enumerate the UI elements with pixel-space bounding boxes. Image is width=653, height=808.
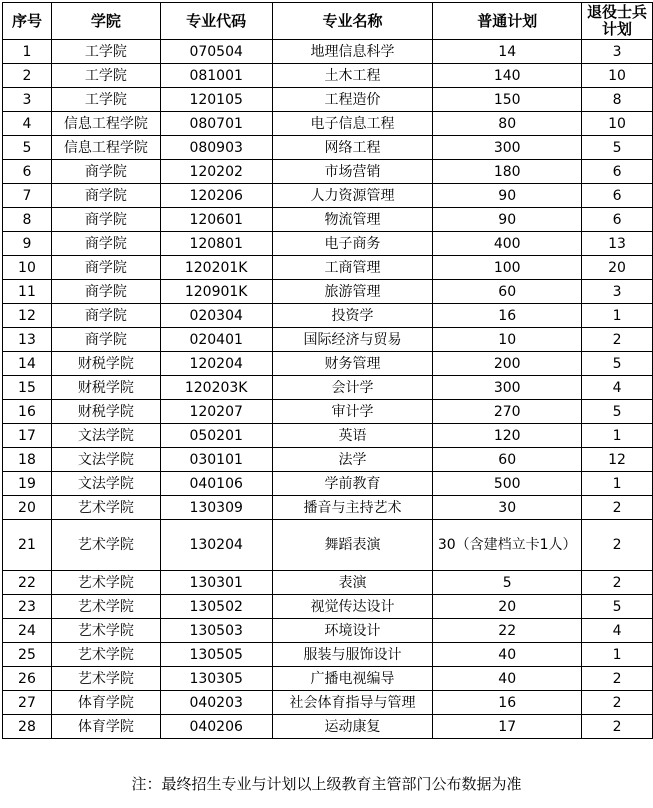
- cell-seq: 17: [3, 424, 52, 448]
- cell-name: 市场营销: [272, 160, 433, 184]
- cell-seq: 27: [3, 691, 52, 715]
- cell-school: 商学院: [51, 328, 160, 352]
- cell-seq: 6: [3, 160, 52, 184]
- cell-veteran: 1: [582, 424, 653, 448]
- cell-veteran: 5: [582, 595, 653, 619]
- header-plan: 普通计划: [433, 3, 582, 40]
- table-row: [3, 715, 653, 739]
- cell-veteran: 5: [582, 352, 653, 376]
- cell-school: 艺术学院: [51, 619, 160, 643]
- cell-school: 商学院: [51, 208, 160, 232]
- cell-seq: 7: [3, 184, 52, 208]
- cell-name: 电子信息工程: [272, 112, 433, 136]
- cell-name: 运动康复: [272, 715, 433, 739]
- header-veteran: 退役士兵计划: [582, 3, 653, 40]
- cell-name: 国际经济与贸易: [272, 328, 433, 352]
- cell-seq: 12: [3, 304, 52, 328]
- cell-school: 体育学院: [51, 691, 160, 715]
- table-row: [3, 40, 653, 64]
- cell-veteran: 6: [582, 208, 653, 232]
- cell-veteran: 5: [582, 400, 653, 424]
- cell-school: 艺术学院: [51, 667, 160, 691]
- cell-seq: 22: [3, 571, 52, 595]
- table-header-row: [3, 3, 653, 40]
- table-row: [3, 184, 653, 208]
- cell-school: 商学院: [51, 304, 160, 328]
- cell-school: 文法学院: [51, 424, 160, 448]
- header-name: 专业名称: [272, 3, 433, 40]
- cell-seq: 26: [3, 667, 52, 691]
- table-row: [3, 352, 653, 376]
- cell-school: 文法学院: [51, 448, 160, 472]
- cell-name: 社会体育指导与管理: [272, 691, 433, 715]
- cell-plan: 120: [433, 424, 582, 448]
- cell-school: 商学院: [51, 280, 160, 304]
- cell-veteran: 2: [582, 715, 653, 739]
- cell-name: 人力资源管理: [272, 184, 433, 208]
- cell-school: 工学院: [51, 64, 160, 88]
- cell-veteran: 2: [582, 667, 653, 691]
- table-row: [3, 160, 653, 184]
- cell-plan: 100: [433, 256, 582, 280]
- table-row: [3, 400, 653, 424]
- cell-plan: 90: [433, 208, 582, 232]
- table-row: [3, 667, 653, 691]
- cell-veteran: 3: [582, 280, 653, 304]
- table-row: [3, 496, 653, 520]
- cell-code: 120201K: [160, 256, 272, 280]
- cell-veteran: 4: [582, 619, 653, 643]
- cell-code: 120206: [160, 184, 272, 208]
- cell-seq: 8: [3, 208, 52, 232]
- cell-seq: 13: [3, 328, 52, 352]
- cell-plan: 300: [433, 376, 582, 400]
- cell-code: 130204: [160, 520, 272, 571]
- cell-veteran: 4: [582, 376, 653, 400]
- cell-veteran: 8: [582, 88, 653, 112]
- table-row: [3, 571, 653, 595]
- cell-veteran: 1: [582, 643, 653, 667]
- cell-seq: 2: [3, 64, 52, 88]
- cell-plan: 180: [433, 160, 582, 184]
- cell-plan: 60: [433, 448, 582, 472]
- cell-name: 工程造价: [272, 88, 433, 112]
- table-row: [3, 643, 653, 667]
- cell-code: 120601: [160, 208, 272, 232]
- cell-name: 学前教育: [272, 472, 433, 496]
- cell-code: 120203K: [160, 376, 272, 400]
- cell-code: 130503: [160, 619, 272, 643]
- table-row: [3, 304, 653, 328]
- cell-plan: 80: [433, 112, 582, 136]
- cell-veteran: 2: [582, 571, 653, 595]
- cell-code: 050201: [160, 424, 272, 448]
- cell-school: 财税学院: [51, 376, 160, 400]
- cell-school: 艺术学院: [51, 595, 160, 619]
- cell-plan: 40: [433, 643, 582, 667]
- cell-code: 040106: [160, 472, 272, 496]
- cell-code: 020304: [160, 304, 272, 328]
- cell-name: 法学: [272, 448, 433, 472]
- header-seq: 序号: [3, 3, 52, 40]
- cell-name: 物流管理: [272, 208, 433, 232]
- cell-plan: 400: [433, 232, 582, 256]
- cell-school: 商学院: [51, 232, 160, 256]
- cell-seq: 5: [3, 136, 52, 160]
- cell-code: 081001: [160, 64, 272, 88]
- table-row: [3, 619, 653, 643]
- cell-name: 环境设计: [272, 619, 433, 643]
- cell-name: 广播电视编导: [272, 667, 433, 691]
- cell-plan: 20: [433, 595, 582, 619]
- cell-plan: 200: [433, 352, 582, 376]
- table-row: [3, 136, 653, 160]
- cell-name: 地理信息科学: [272, 40, 433, 64]
- cell-plan: 300: [433, 136, 582, 160]
- cell-veteran: 3: [582, 40, 653, 64]
- cell-plan: 150: [433, 88, 582, 112]
- cell-code: 080903: [160, 136, 272, 160]
- cell-code: 130305: [160, 667, 272, 691]
- cell-code: 040203: [160, 691, 272, 715]
- cell-veteran: 12: [582, 448, 653, 472]
- cell-seq: 21: [3, 520, 52, 571]
- cell-seq: 19: [3, 472, 52, 496]
- cell-seq: 9: [3, 232, 52, 256]
- cell-seq: 25: [3, 643, 52, 667]
- cell-name: 财务管理: [272, 352, 433, 376]
- cell-school: 文法学院: [51, 472, 160, 496]
- cell-code: 020401: [160, 328, 272, 352]
- table-row: [3, 88, 653, 112]
- header-code: 专业代码: [160, 3, 272, 40]
- cell-veteran: 20: [582, 256, 653, 280]
- cell-code: 130301: [160, 571, 272, 595]
- cell-veteran: 2: [582, 520, 653, 571]
- cell-code: 120204: [160, 352, 272, 376]
- cell-school: 工学院: [51, 40, 160, 64]
- cell-school: 艺术学院: [51, 520, 160, 571]
- table-row: [3, 448, 653, 472]
- header-school: 学院: [51, 3, 160, 40]
- cell-plan: 40: [433, 667, 582, 691]
- cell-code: 130502: [160, 595, 272, 619]
- cell-plan: 22: [433, 619, 582, 643]
- cell-plan: 14: [433, 40, 582, 64]
- cell-name: 英语: [272, 424, 433, 448]
- table-row: [3, 424, 653, 448]
- cell-school: 艺术学院: [51, 643, 160, 667]
- cell-school: 艺术学院: [51, 496, 160, 520]
- cell-code: 120105: [160, 88, 272, 112]
- table-row: [3, 595, 653, 619]
- cell-seq: 28: [3, 715, 52, 739]
- cell-name: 投资学: [272, 304, 433, 328]
- cell-veteran: 2: [582, 328, 653, 352]
- cell-school: 体育学院: [51, 715, 160, 739]
- table-row: [3, 520, 653, 571]
- cell-plan: 270: [433, 400, 582, 424]
- cell-school: 财税学院: [51, 400, 160, 424]
- cell-seq: 24: [3, 619, 52, 643]
- cell-plan: 30（含建档立卡1人）: [433, 520, 582, 571]
- cell-code: 070504: [160, 40, 272, 64]
- cell-veteran: 10: [582, 64, 653, 88]
- cell-veteran: 5: [582, 136, 653, 160]
- table-row: [3, 112, 653, 136]
- cell-veteran: 1: [582, 304, 653, 328]
- table-row: [3, 328, 653, 352]
- cell-name: 工商管理: [272, 256, 433, 280]
- cell-name: 播音与主持艺术: [272, 496, 433, 520]
- cell-plan: 16: [433, 691, 582, 715]
- table-row: [3, 208, 653, 232]
- cell-seq: 23: [3, 595, 52, 619]
- cell-school: 商学院: [51, 160, 160, 184]
- table-row: [3, 472, 653, 496]
- cell-school: 工学院: [51, 88, 160, 112]
- cell-code: 130309: [160, 496, 272, 520]
- cell-veteran: 6: [582, 184, 653, 208]
- cell-name: 电子商务: [272, 232, 433, 256]
- cell-name: 审计学: [272, 400, 433, 424]
- cell-plan: 60: [433, 280, 582, 304]
- cell-plan: 10: [433, 328, 582, 352]
- cell-name: 表演: [272, 571, 433, 595]
- cell-seq: 18: [3, 448, 52, 472]
- cell-plan: 17: [433, 715, 582, 739]
- cell-veteran: 2: [582, 496, 653, 520]
- cell-plan: 5: [433, 571, 582, 595]
- cell-plan: 30: [433, 496, 582, 520]
- cell-seq: 14: [3, 352, 52, 376]
- cell-code: 120207: [160, 400, 272, 424]
- table-body: [3, 40, 653, 739]
- cell-seq: 10: [3, 256, 52, 280]
- cell-code: 120901K: [160, 280, 272, 304]
- cell-code: 080701: [160, 112, 272, 136]
- cell-code: 120202: [160, 160, 272, 184]
- cell-veteran: 1: [582, 472, 653, 496]
- cell-seq: 1: [3, 40, 52, 64]
- cell-school: 商学院: [51, 184, 160, 208]
- cell-name: 旅游管理: [272, 280, 433, 304]
- cell-school: 财税学院: [51, 352, 160, 376]
- table-row: [3, 691, 653, 715]
- cell-name: 视觉传达设计: [272, 595, 433, 619]
- cell-code: 040206: [160, 715, 272, 739]
- cell-plan: 140: [433, 64, 582, 88]
- cell-seq: 4: [3, 112, 52, 136]
- cell-seq: 20: [3, 496, 52, 520]
- cell-plan: 90: [433, 184, 582, 208]
- cell-plan: 16: [433, 304, 582, 328]
- cell-veteran: 13: [582, 232, 653, 256]
- cell-veteran: 2: [582, 691, 653, 715]
- cell-plan: 500: [433, 472, 582, 496]
- cell-seq: 16: [3, 400, 52, 424]
- cell-veteran: 10: [582, 112, 653, 136]
- cell-seq: 11: [3, 280, 52, 304]
- cell-name: 网络工程: [272, 136, 433, 160]
- table-row: [3, 232, 653, 256]
- cell-seq: 15: [3, 376, 52, 400]
- cell-name: 土木工程: [272, 64, 433, 88]
- cell-code: 120801: [160, 232, 272, 256]
- cell-code: 030101: [160, 448, 272, 472]
- cell-school: 艺术学院: [51, 571, 160, 595]
- cell-veteran: 6: [582, 160, 653, 184]
- cell-school: 商学院: [51, 256, 160, 280]
- table-row: [3, 376, 653, 400]
- enrollment-plan-table: [2, 2, 653, 739]
- cell-code: 130505: [160, 643, 272, 667]
- table-row: [3, 280, 653, 304]
- cell-seq: 3: [3, 88, 52, 112]
- cell-school: 信息工程学院: [51, 136, 160, 160]
- cell-name: 会计学: [272, 376, 433, 400]
- table-row: [3, 256, 653, 280]
- cell-name: 舞蹈表演: [272, 520, 433, 571]
- cell-school: 信息工程学院: [51, 112, 160, 136]
- table-row: [3, 64, 653, 88]
- cell-name: 服装与服饰设计: [272, 643, 433, 667]
- footnote: 注：最终招生专业与计划以上级教育主管部门公布数据为准: [131, 775, 522, 793]
